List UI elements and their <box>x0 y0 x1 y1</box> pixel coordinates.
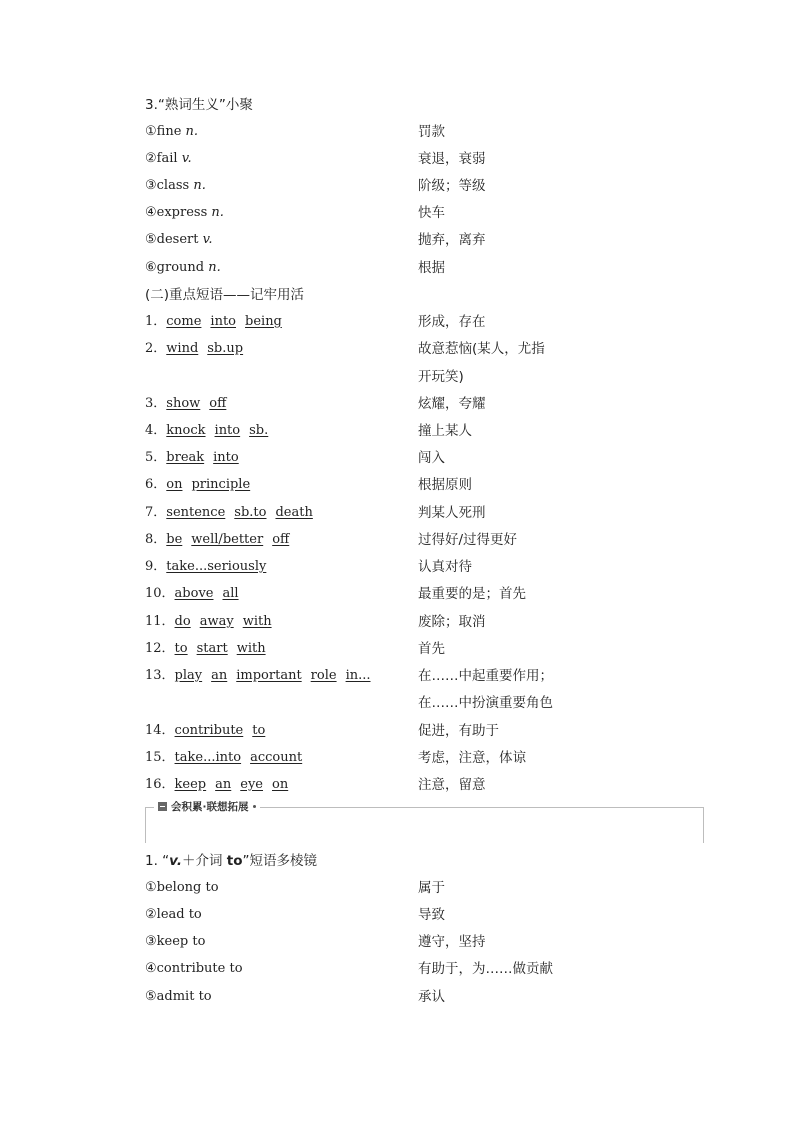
phrase-meaning: 促进，有助于 <box>418 723 499 739</box>
vocab-word: admit to <box>156 989 212 1004</box>
heading-bold: to <box>226 853 243 869</box>
phrase-number: 7． <box>145 505 167 520</box>
phrase-part: wind <box>166 341 199 356</box>
vocab-meaning: 导致 <box>418 907 445 923</box>
phrase-underlined <box>175 723 266 738</box>
phrase-part: above <box>174 586 214 601</box>
item-mark: ① <box>145 880 157 895</box>
vocab-meaning: 罚款 <box>418 124 445 140</box>
item-mark: ⑤ <box>145 989 157 1004</box>
phrase-underlined <box>175 586 239 601</box>
phrase-part: death <box>275 505 313 520</box>
phrase-number: 13． <box>145 668 175 683</box>
vocab-word: fail <box>156 151 178 166</box>
phrase-meaning: 判某人死刑 <box>418 505 486 521</box>
expansion-box <box>145 801 704 843</box>
phrase-number: 14． <box>145 723 175 738</box>
phrase-part: start <box>196 641 228 656</box>
vocab-meaning: 快车 <box>418 205 445 221</box>
phrase-meaning: 废除；取消 <box>418 614 486 630</box>
phrase-number: 5． <box>145 450 167 465</box>
phrase-part: well/better <box>191 532 264 547</box>
phrase-number: 1． <box>145 314 167 329</box>
part-of-speech: n. <box>208 260 221 275</box>
phrase-part: to <box>252 723 266 738</box>
phrase-part: an <box>211 668 228 683</box>
phrase-part: be <box>166 532 183 547</box>
phrase-meaning-continued: 开玩笑) <box>418 369 464 385</box>
phrase-number: 15． <box>145 750 175 765</box>
vocab-word: belong to <box>156 880 219 895</box>
heading-text: (二)重点短语——记牢用活 <box>145 287 305 303</box>
part-of-speech: n. <box>193 178 206 193</box>
phrase-underlined <box>166 505 313 520</box>
vocab-meaning: 衰退，衰弱 <box>418 151 486 167</box>
phrase-underlined <box>166 314 282 329</box>
vocab-word: class <box>156 178 190 193</box>
vocab-word: ground <box>156 260 205 275</box>
part-of-speech: n. <box>185 124 199 139</box>
phrase-meaning: 考虑，注意，体谅 <box>418 750 526 766</box>
phrase-part: play <box>174 668 203 683</box>
heading-suffix: ”短语多棱镜 <box>242 853 318 869</box>
phrase-part: with <box>242 614 272 629</box>
heading-prefix: 1. “ <box>145 853 170 869</box>
phrase-part: into <box>213 450 239 465</box>
section-heading-v-to <box>145 850 317 872</box>
bullet-dot-icon <box>253 805 256 808</box>
part-of-speech: v. <box>202 232 213 247</box>
phrase-part: important <box>236 668 302 683</box>
phrase-part: away <box>199 614 234 629</box>
vocab-word: desert <box>156 232 199 247</box>
vocab-meaning: 承认 <box>418 989 445 1005</box>
heading-mid: ＋介词 <box>182 853 227 869</box>
item-mark: ② <box>145 907 157 922</box>
phrase-underlined <box>175 641 266 656</box>
phrase-part: into <box>214 423 241 438</box>
phrase-part: an <box>215 777 232 792</box>
phrase-underlined <box>175 750 303 765</box>
phrase-part: come <box>166 314 202 329</box>
phrase-meaning-continued: 在……中扮演重要角色 <box>418 695 553 711</box>
phrase-part: keep <box>174 777 207 792</box>
phrase-part: on <box>166 477 183 492</box>
phrase-part: knock <box>166 423 206 438</box>
phrase-meaning: 过得好/过得更好 <box>418 532 518 548</box>
part-of-speech: v. <box>181 151 192 166</box>
item-mark: ⑥ <box>145 260 157 275</box>
section-heading-key-phrases <box>145 284 304 306</box>
phrase-meaning: 形成，存在 <box>418 314 486 330</box>
vocab-meaning: 抛弃，离弃 <box>418 232 486 248</box>
phrase-number: 12． <box>145 641 175 656</box>
item-mark: ③ <box>145 934 157 949</box>
phrase-part: being <box>245 314 282 329</box>
part-of-speech: n. <box>211 205 224 220</box>
item-mark: ① <box>145 124 157 139</box>
phrase-part: on <box>272 777 289 792</box>
phrase-underlined <box>175 777 289 792</box>
phrase-part: sb. <box>249 423 269 438</box>
phrase-number: 16． <box>145 777 175 792</box>
heading-bold: v. <box>169 853 182 869</box>
phrase-part: show <box>166 396 201 411</box>
phrase-part: account <box>250 750 303 765</box>
vocab-word: lead to <box>156 907 202 922</box>
phrase-part: sb.up <box>207 341 244 356</box>
phrase-part: contribute <box>174 723 244 738</box>
item-mark: ③ <box>145 178 157 193</box>
phrase-part: take...into <box>174 750 242 765</box>
phrase-number: 6． <box>145 477 167 492</box>
phrase-meaning: 撞上某人 <box>418 423 472 439</box>
phrase-number: 8． <box>145 532 167 547</box>
item-mark: ② <box>145 151 157 166</box>
item-mark: ④ <box>145 205 157 220</box>
phrase-part: sentence <box>166 505 226 520</box>
phrase-part: sb.to <box>234 505 267 520</box>
vocab-word: keep to <box>156 934 206 949</box>
vocab-word: express <box>156 205 208 220</box>
expansion-box-label <box>154 800 260 814</box>
phrase-part: break <box>166 450 205 465</box>
phrase-number: 11． <box>145 614 175 629</box>
phrase-meaning: 最重要的是；首先 <box>418 586 526 602</box>
phrase-part: in... <box>345 668 371 683</box>
phrase-underlined <box>166 532 289 547</box>
vocab-meaning: 遵守，坚持 <box>418 934 486 950</box>
phrase-meaning: 炫耀，夸耀 <box>418 396 486 412</box>
phrase-underlined <box>166 396 226 411</box>
vocab-meaning: 有助于，为……做贡献 <box>418 961 553 977</box>
vocab-meaning: 阶级；等级 <box>418 178 486 194</box>
phrase-part: principle <box>191 477 251 492</box>
phrase-part: off <box>209 396 227 411</box>
phrase-underlined <box>166 477 250 492</box>
phrase-part: off <box>272 532 290 547</box>
phrase-part: to <box>174 641 188 656</box>
phrase-underlined <box>166 341 243 356</box>
phrase-underlined <box>166 423 268 438</box>
heading-text: 3.“熟词生义”小聚 <box>145 97 253 113</box>
vocab-meaning: 根据 <box>418 260 445 276</box>
phrase-meaning: 注意，留意 <box>418 777 486 793</box>
phrase-part: role <box>310 668 337 683</box>
phrase-part: eye <box>240 777 263 792</box>
phrase-number: 3． <box>145 396 167 411</box>
section-heading-polysemy <box>145 94 253 116</box>
phrase-meaning: 闯入 <box>418 450 445 466</box>
phrase-underlined <box>175 614 272 629</box>
item-mark: ⑤ <box>145 232 157 247</box>
phrase-part: do <box>174 614 191 629</box>
phrase-number: 2． <box>145 341 167 356</box>
vocab-meaning: 属于 <box>418 880 445 896</box>
phrase-meaning: 认真对待 <box>418 559 472 575</box>
item-mark: ④ <box>145 961 157 976</box>
phrase-part: into <box>210 314 237 329</box>
phrase-number: 10． <box>145 586 175 601</box>
box-label-text: 会积累·联想拓展 <box>171 801 249 813</box>
phrase-meaning: 故意惹恼(某人，尤指 <box>418 341 545 357</box>
phrase-number: 9． <box>145 559 167 574</box>
phrase-part: take...seriously <box>166 559 267 574</box>
minus-square-icon <box>158 802 167 811</box>
phrase-part: all <box>222 586 239 601</box>
phrase-number: 4． <box>145 423 167 438</box>
phrase-meaning: 根据原则 <box>418 477 472 493</box>
phrase-meaning: 在……中起重要作用； <box>418 668 553 684</box>
phrase-underlined <box>166 450 238 465</box>
phrase-meaning: 首先 <box>418 641 445 657</box>
vocab-word: contribute to <box>156 961 243 976</box>
phrase-part: with <box>236 641 266 656</box>
phrase-underlined <box>175 668 371 683</box>
phrase-underlined <box>166 559 266 574</box>
vocab-word: fine <box>156 124 182 139</box>
